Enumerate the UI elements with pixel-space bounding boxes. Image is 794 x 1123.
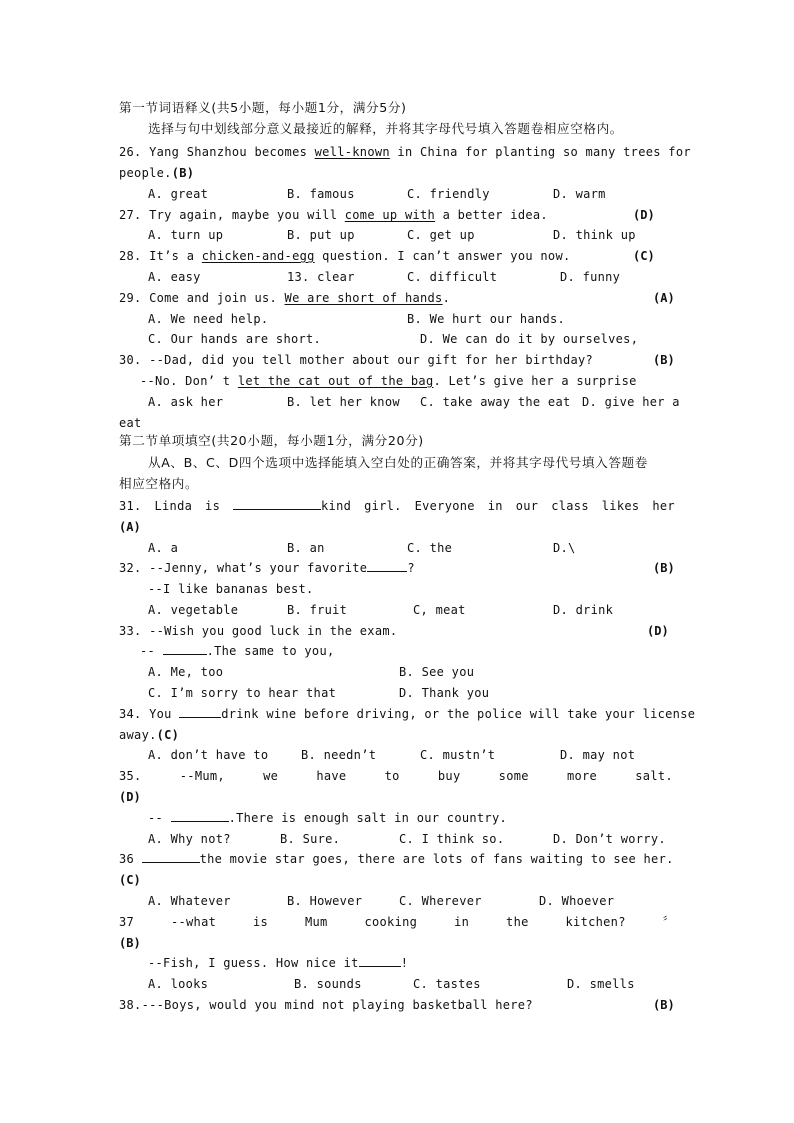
question-36: 36 the movie star goes, there are lots of fans waiting to see her. xyxy=(119,849,674,869)
answer-33: (D) xyxy=(647,624,669,638)
question-34-line2: away.(C) xyxy=(119,728,180,742)
blank-31 xyxy=(233,496,321,510)
answer-28: (C) xyxy=(633,249,655,263)
blank-36 xyxy=(142,849,200,863)
answer-37: (B) xyxy=(119,936,141,950)
question-32: 32. --Jenny, what’s your favorite ? xyxy=(119,558,415,578)
question-35-reply: -- .There is enough salt in our country. xyxy=(148,808,507,828)
option-33-c: C. I’m sorry to hear that xyxy=(148,686,337,700)
answer-27: (D) xyxy=(633,208,655,222)
option-31-b: B. an xyxy=(287,541,325,555)
section2-title: 第二节单项填空(共20小题，每小题1分，满分20分) xyxy=(119,433,424,448)
option-32-a: A. vegetable xyxy=(148,603,239,617)
option-27-b: B. put up xyxy=(287,228,355,242)
option-32-d: D. drink xyxy=(553,603,614,617)
question-27: 27. Try again, maybe you will come up with a better idea. xyxy=(119,208,548,222)
question-26: 26. Yang Shanzhou becomes well-known in China for planting so many trees for xyxy=(119,145,691,159)
question-28: 28. It’s a chicken-and-egg question. I can’t answer you now. xyxy=(119,249,571,263)
question-32-reply: --I like bananas best. xyxy=(148,582,314,596)
option-37-a: A. looks xyxy=(148,977,209,991)
option-30-d: D. give her a xyxy=(582,395,680,409)
answer-31: (A) xyxy=(119,520,141,534)
option-35-c: C. I think so. xyxy=(399,832,505,846)
option-31-d: D.\ xyxy=(553,541,576,555)
option-35-d: D. Don’t worry. xyxy=(553,832,666,846)
question-29: 29. Come and join us. We are short of hands. xyxy=(119,291,451,305)
option-26-d: D. warm xyxy=(553,187,606,201)
option-27-a: A. turn up xyxy=(148,228,224,242)
option-32-b: B. fruit xyxy=(287,603,348,617)
option-33-d: D. Thank you xyxy=(399,686,490,700)
blank-32 xyxy=(367,558,407,572)
option-34-a: A. don’t have to xyxy=(148,748,269,762)
blank-33 xyxy=(163,641,207,655)
option-29-c: C. Our hands are short. xyxy=(148,332,322,346)
option-30-d-wrap: eat xyxy=(119,416,142,430)
option-34-c: C. mustn’t xyxy=(420,748,496,762)
option-31-c: C. the xyxy=(407,541,453,555)
option-36-a: A. Whatever xyxy=(148,894,231,908)
option-26-c: C. friendly xyxy=(407,187,490,201)
option-30-b: B. let her know xyxy=(287,395,400,409)
blank-34 xyxy=(179,704,221,718)
option-32-c: C, meat xyxy=(413,603,466,617)
answer-26: (B) xyxy=(171,166,195,180)
blank-35 xyxy=(171,808,229,822)
question-37: 37 --what is Mum cooking in the kitchen? 〞 xyxy=(119,915,675,929)
option-34-d: D. may not xyxy=(560,748,636,762)
option-35-a: A. Why not? xyxy=(148,832,231,846)
section1-instruction: 选择与句中划线部分意义最接近的解释，并将其字母代号填入答题卷相应空格内。 xyxy=(148,121,623,136)
answer-29: (A) xyxy=(653,291,675,305)
blank-37 xyxy=(359,953,401,967)
option-28-b: 13. clear xyxy=(287,270,355,284)
question-35: 35. --Mum, we have to buy some more salt. xyxy=(119,769,673,783)
option-30-a: A. ask her xyxy=(148,395,224,409)
question-33: 33. --Wish you good luck in the exam. xyxy=(119,624,398,638)
answer-34: (C) xyxy=(156,728,180,742)
question-30: 30. --Dad, did you tell mother about our gift for her birthday? xyxy=(119,353,594,367)
option-28-d: D. funny xyxy=(560,270,621,284)
answer-36: (C) xyxy=(119,873,141,887)
question-30-reply: --No. Don’ t let the cat out of the bag. Let’s give her a surprise xyxy=(140,374,637,388)
question-26-line2: people.(B) xyxy=(119,166,195,180)
answer-35: (D) xyxy=(119,790,141,804)
option-31-a: A. a xyxy=(148,541,179,555)
option-36-d: D. Whoever xyxy=(539,894,615,908)
section2-instruction-line2: 相应空格内。 xyxy=(119,476,199,491)
option-37-d: D. smells xyxy=(567,977,635,991)
answer-32: (B) xyxy=(653,561,675,575)
option-29-a: A. We need help. xyxy=(148,312,269,326)
option-33-b: B. See you xyxy=(399,665,475,679)
question-38: 38.---Boys, would you mind not playing basketball here? xyxy=(119,998,533,1012)
answer-30: (B) xyxy=(653,353,675,367)
option-28-a: A. easy xyxy=(148,270,201,284)
question-33-reply: -- .The same to you, xyxy=(140,641,335,661)
option-28-c: C. difficult xyxy=(407,270,498,284)
option-26-a: A. great xyxy=(148,187,209,201)
question-37-reply: --Fish, I guess. How nice it ! xyxy=(148,953,408,973)
option-30-c: C. take away the eat xyxy=(420,395,571,409)
answer-38: (B) xyxy=(653,998,675,1012)
section1-title: 第一节词语释义(共5小题，每小题1分，满分5分) xyxy=(119,100,407,115)
question-31: 31. Linda is kind girl. Everyone in our class likes her xyxy=(119,496,675,516)
option-33-a: A. Me, too xyxy=(148,665,224,679)
option-37-b: B. sounds xyxy=(294,977,362,991)
section2-instruction-line1: 从A、B、C、D四个选项中选择能填入空白处的正确答案，并将其字母代号填入答题卷 xyxy=(148,455,648,470)
option-26-b: B. famous xyxy=(287,187,355,201)
option-34-b: B. needn’t xyxy=(301,748,377,762)
option-36-b: B. However xyxy=(287,894,363,908)
question-34: 34. You drink wine before driving, or the police will take your license xyxy=(119,704,695,724)
option-29-d: D. We can do it by ourselves, xyxy=(420,332,639,346)
option-27-d: D. think up xyxy=(553,228,636,242)
option-35-b: B. Sure. xyxy=(280,832,341,846)
option-29-b: B. We hurt our hands. xyxy=(407,312,566,326)
option-36-c: C. Wherever xyxy=(399,894,482,908)
option-37-c: C. tastes xyxy=(413,977,481,991)
option-27-c: C. get up xyxy=(407,228,475,242)
